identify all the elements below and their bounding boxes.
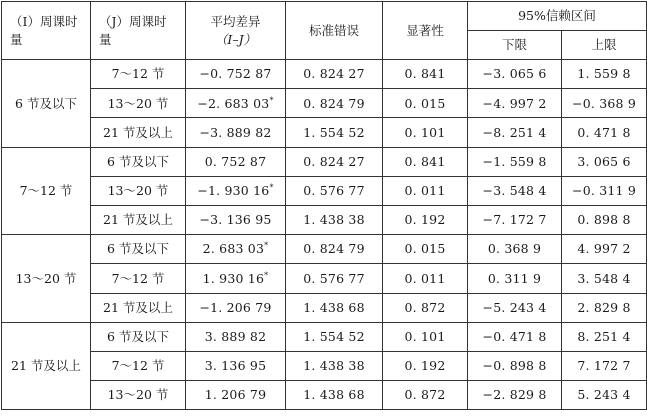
table-row — [2, 60, 647, 89]
cell-significance-value: 0. 015 — [404, 241, 446, 257]
cell-mean-diff — [186, 293, 286, 322]
cell-ci-upper-value: 0. 471 8 — [577, 124, 631, 140]
cell-ci-lower-value: 0. 368 9 — [487, 241, 542, 257]
cell-std-err-value: 0. 824 27 — [303, 153, 365, 169]
cell-j-label-value: 7～12 节 — [111, 270, 165, 286]
cell-std-err-value: 1. 438 68 — [303, 387, 365, 403]
col-j-header-line1: （J）周课时 — [99, 14, 167, 29]
cell-std-err — [286, 322, 383, 351]
cell-mean-diff — [186, 235, 286, 264]
significance-star: * — [269, 182, 274, 192]
group-i-label: 7～12 节 — [2, 147, 91, 235]
cell-significance — [383, 176, 468, 205]
cell-ci-lower-value: −8. 251 4 — [482, 124, 547, 140]
table-row — [2, 205, 647, 234]
cell-ci-lower-value: −7. 172 7 — [482, 212, 547, 228]
cell-mean-diff-value: 1. 206 79 — [204, 387, 267, 403]
table-row — [2, 293, 647, 322]
cell-ci-lower-value: 0. 311 9 — [487, 270, 542, 286]
ci-upper-header: 上限 — [562, 31, 647, 60]
mean-diff-header-line2: （I–J） — [214, 31, 257, 47]
cell-std-err — [286, 351, 383, 380]
cell-mean-diff-value: −1. 206 79 — [199, 299, 272, 315]
cell-ci-lower-value: −1. 559 8 — [482, 153, 547, 169]
cell-j-label-value: 21 节及以上 — [103, 212, 173, 228]
cell-ci-lower — [468, 351, 562, 380]
cell-mean-diff-value: 3. 889 82 — [204, 329, 267, 345]
col-i-header-line2: 量 — [10, 31, 23, 47]
cell-significance — [383, 118, 468, 147]
cell-significance — [383, 147, 468, 176]
cell-ci-lower — [468, 118, 562, 147]
cell-ci-lower — [468, 176, 562, 205]
cell-j-label — [91, 293, 186, 322]
cell-j-label-value: 6 节及以下 — [107, 329, 169, 345]
col-j-header-line2: 量 — [99, 31, 112, 47]
cell-ci-lower — [468, 293, 562, 322]
cell-j-label-value: 13～20 节 — [107, 95, 169, 111]
cell-ci-upper — [562, 351, 647, 380]
cell-std-err — [286, 381, 383, 410]
cell-std-err-value: 0. 824 79 — [303, 95, 365, 111]
cell-std-err-value: 0. 824 27 — [303, 66, 365, 82]
cell-ci-upper-value: 5. 243 4 — [577, 387, 631, 403]
cell-ci-upper — [562, 264, 647, 293]
cell-significance-value: 0. 192 — [404, 358, 446, 374]
cell-std-err — [286, 147, 383, 176]
cell-mean-diff-value: 2. 683 03 — [202, 241, 265, 257]
cell-ci-lower-value: −3. 548 4 — [482, 183, 547, 199]
cell-ci-lower-value: −3. 065 6 — [482, 66, 547, 82]
cell-significance — [383, 351, 468, 380]
cell-mean-diff-value: −2. 683 03 — [197, 95, 270, 111]
table-row — [2, 351, 647, 380]
cell-std-err-value: 0. 824 79 — [303, 241, 365, 257]
cell-ci-upper — [562, 235, 647, 264]
table-row — [2, 381, 647, 410]
cell-j-label-value: 7～12 节 — [111, 66, 165, 82]
cell-significance-value: 0. 101 — [404, 329, 446, 345]
cell-std-err-value: 0. 576 77 — [303, 183, 365, 199]
cell-significance-value: 0. 872 — [404, 387, 446, 403]
cell-j-label — [91, 89, 186, 118]
cell-ci-upper — [562, 293, 647, 322]
cell-ci-lower — [468, 205, 562, 234]
cell-j-label-value: 6 节及以下 — [107, 241, 169, 257]
table-row — [2, 264, 647, 293]
cell-j-label — [91, 264, 186, 293]
cell-ci-upper-value: 2. 829 8 — [577, 299, 631, 315]
cell-j-label-value: 13～20 节 — [107, 183, 169, 199]
cell-significance — [383, 381, 468, 410]
cell-ci-upper-value: 3. 548 4 — [577, 270, 631, 286]
cell-mean-diff-value: 1. 930 16 — [202, 270, 265, 286]
cell-mean-diff — [186, 205, 286, 234]
cell-ci-upper — [562, 322, 647, 351]
cell-mean-diff — [186, 118, 286, 147]
cell-ci-upper-value: 7. 172 7 — [577, 358, 631, 374]
cell-ci-lower — [468, 60, 562, 89]
cell-significance — [383, 235, 468, 264]
group-i-label: 13～20 节 — [2, 235, 91, 323]
cell-ci-upper — [562, 381, 647, 410]
cell-mean-diff — [186, 89, 286, 118]
cell-ci-lower-value: −0. 471 8 — [482, 329, 547, 345]
cell-significance-value: 0. 101 — [404, 124, 446, 140]
cell-ci-upper-value: 4. 997 2 — [577, 241, 631, 257]
cell-significance — [383, 322, 468, 351]
cell-j-label — [91, 118, 186, 147]
cell-significance-value: 0. 011 — [404, 270, 446, 286]
cell-std-err — [286, 205, 383, 234]
cell-ci-upper-value: 1. 559 8 — [577, 66, 631, 82]
table-row — [2, 322, 647, 351]
cell-mean-diff — [186, 351, 286, 380]
cell-std-err — [286, 89, 383, 118]
cell-mean-diff — [186, 147, 286, 176]
cell-mean-diff-value: −3. 889 82 — [199, 124, 272, 140]
cell-mean-diff — [186, 176, 286, 205]
cell-std-err — [286, 176, 383, 205]
cell-significance-value: 0. 841 — [404, 153, 446, 169]
cell-significance — [383, 205, 468, 234]
cell-std-err-value: 1. 438 38 — [303, 358, 365, 374]
cell-std-err — [286, 264, 383, 293]
group-i-label: 6 节及以下 — [2, 60, 91, 148]
cell-j-label — [91, 176, 186, 205]
std-err-header: 标准错误 — [286, 2, 383, 60]
cell-mean-diff — [186, 381, 286, 410]
cell-ci-upper-value: −0. 368 9 — [572, 95, 636, 111]
significance-header: 显著性 — [383, 2, 468, 60]
cell-ci-upper — [562, 205, 647, 234]
table-row — [2, 89, 647, 118]
cell-significance-value: 0. 192 — [404, 212, 446, 228]
cell-std-err-value: 1. 554 52 — [303, 124, 365, 140]
cell-ci-lower — [468, 147, 562, 176]
cell-mean-diff-value: −0. 752 87 — [199, 66, 272, 82]
cell-ci-upper-value: 8. 251 4 — [577, 329, 631, 345]
ci-lower-header: 下限 — [468, 31, 562, 60]
cell-significance — [383, 60, 468, 89]
cell-significance-value: 0. 015 — [404, 95, 446, 111]
cell-ci-upper-value: 0. 898 8 — [577, 212, 631, 228]
cell-mean-diff — [186, 60, 286, 89]
cell-mean-diff-value: −1. 930 16 — [197, 183, 270, 199]
group-i-label: 21 节及以上 — [2, 322, 91, 410]
cell-significance — [383, 293, 468, 322]
cell-j-label — [91, 147, 186, 176]
cell-significance — [383, 264, 468, 293]
cell-j-label-value: 6 节及以下 — [107, 153, 169, 169]
cell-ci-lower — [468, 264, 562, 293]
cell-mean-diff-value: 3. 136 95 — [204, 358, 267, 374]
cell-j-label-value: 21 节及以上 — [103, 299, 173, 315]
cell-std-err — [286, 118, 383, 147]
table-row — [2, 176, 647, 205]
cell-j-label — [91, 322, 186, 351]
cell-ci-upper — [562, 89, 647, 118]
cell-j-label — [91, 235, 186, 264]
significance-star: * — [264, 241, 269, 251]
cell-std-err — [286, 235, 383, 264]
table-row — [2, 118, 647, 147]
cell-ci-upper-value: 3. 065 6 — [577, 153, 631, 169]
cell-ci-lower — [468, 322, 562, 351]
cell-std-err-value: 1. 554 52 — [303, 329, 365, 345]
cell-std-err — [286, 293, 383, 322]
significance-star: * — [264, 270, 269, 280]
cell-mean-diff-value: −3. 136 95 — [199, 212, 272, 228]
col-i-header — [2, 2, 91, 60]
cell-ci-upper — [562, 60, 647, 89]
col-i-header-line1: （I）周课时 — [10, 14, 78, 29]
mean-diff-header-line1: 平均差异 — [210, 14, 261, 29]
ci-header: 95%信赖区间 — [468, 2, 647, 31]
cell-ci-lower-value: −2. 829 8 — [482, 387, 547, 403]
cell-significance-value: 0. 011 — [404, 183, 446, 199]
cell-ci-upper — [562, 118, 647, 147]
cell-mean-diff-value: 0. 752 87 — [204, 153, 267, 169]
cell-mean-diff — [186, 322, 286, 351]
cell-ci-lower — [468, 381, 562, 410]
cell-ci-lower-value: −0. 898 8 — [482, 358, 547, 374]
cell-ci-lower-value: −4. 997 2 — [482, 95, 547, 111]
cell-std-err-value: 1. 438 38 — [303, 212, 365, 228]
table-body — [2, 60, 647, 410]
significance-star: * — [269, 95, 274, 105]
cell-significance — [383, 89, 468, 118]
cell-ci-lower — [468, 89, 562, 118]
cell-j-label-value: 13～20 节 — [107, 387, 169, 403]
cell-std-err-value: 1. 438 68 — [303, 299, 365, 315]
table-row — [2, 235, 647, 264]
cell-j-label — [91, 60, 186, 89]
cell-ci-upper — [562, 176, 647, 205]
cell-ci-upper-value: −0. 311 9 — [572, 183, 636, 199]
cell-std-err — [286, 60, 383, 89]
table-row — [2, 147, 647, 176]
cell-j-label — [91, 351, 186, 380]
cell-significance-value: 0. 872 — [404, 299, 446, 315]
cell-j-label-value: 21 节及以上 — [103, 124, 173, 140]
cell-ci-upper — [562, 147, 647, 176]
col-j-header — [91, 2, 186, 60]
cell-j-label — [91, 205, 186, 234]
cell-mean-diff — [186, 264, 286, 293]
cell-std-err-value: 0. 576 77 — [303, 270, 365, 286]
cell-ci-lower — [468, 235, 562, 264]
cell-significance-value: 0. 841 — [404, 66, 446, 82]
cell-j-label-value: 7～12 节 — [111, 358, 165, 374]
mean-diff-header — [186, 2, 286, 60]
comparison-table — [1, 1, 647, 410]
cell-ci-lower-value: −5. 243 4 — [482, 299, 547, 315]
cell-j-label — [91, 381, 186, 410]
